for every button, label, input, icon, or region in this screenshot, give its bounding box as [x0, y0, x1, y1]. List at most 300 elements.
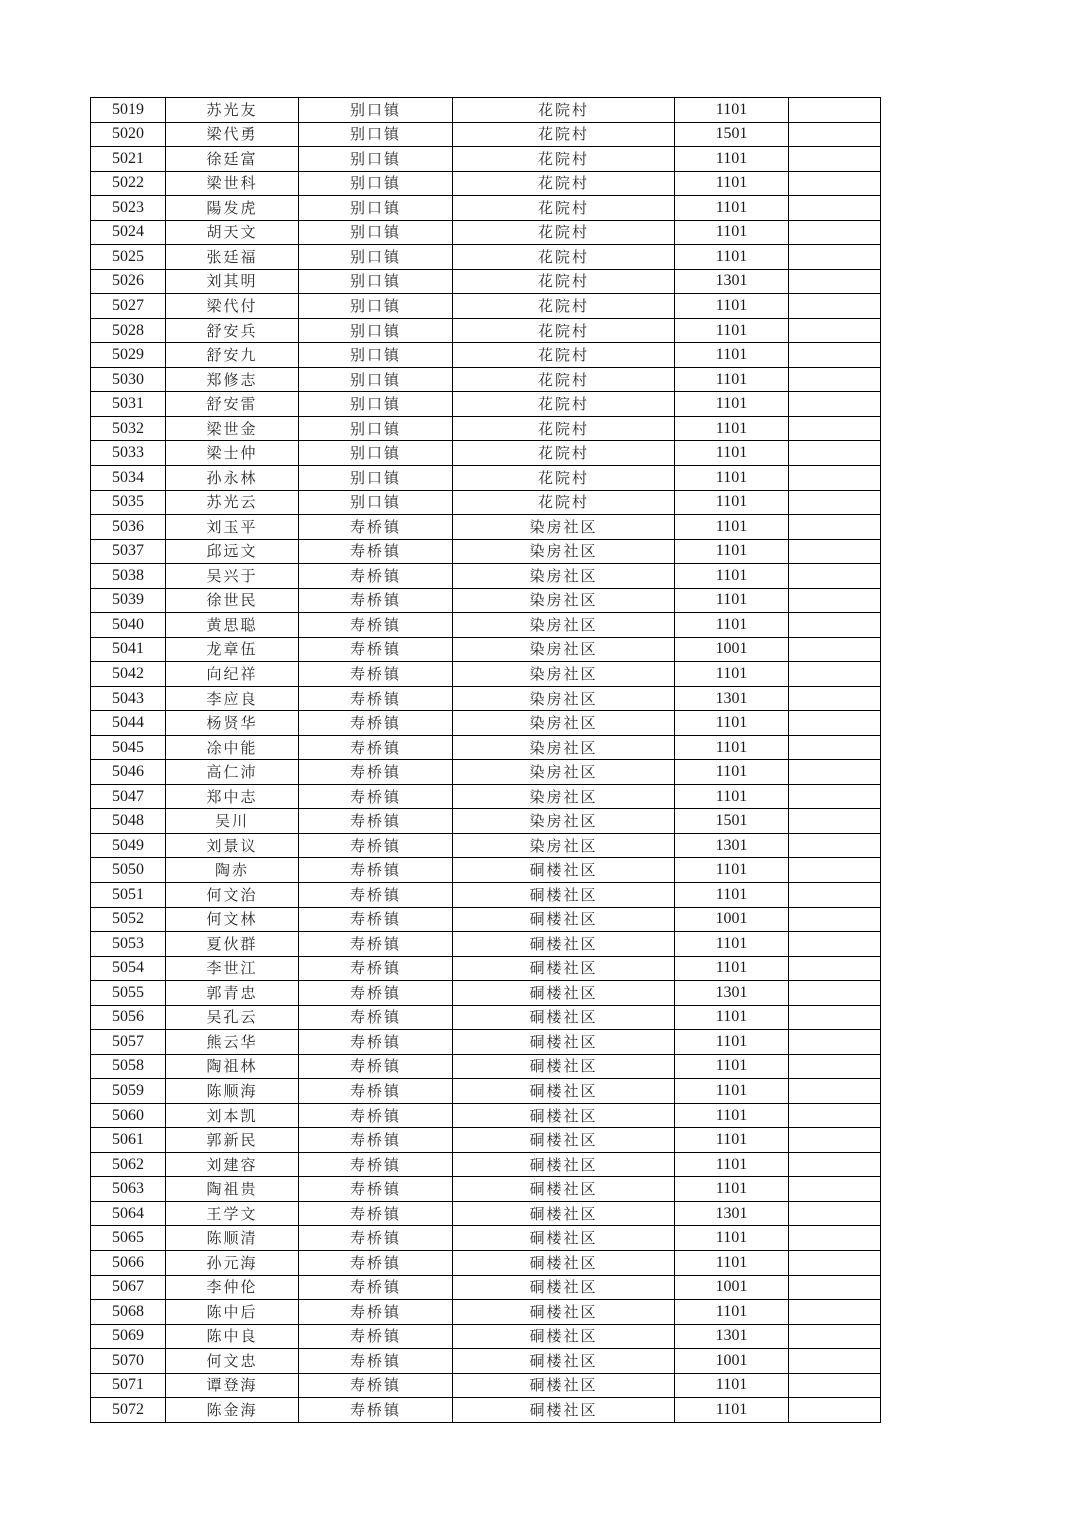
person-name: 李仲伦: [166, 1275, 299, 1300]
row-number: 5047: [91, 784, 166, 809]
village-name: 硐楼社区: [453, 1128, 675, 1153]
person-name: 徐廷富: [166, 147, 299, 172]
village-name: 硐楼社区: [453, 883, 675, 908]
category-code: 1101: [675, 1152, 789, 1177]
village-name: 花院村: [453, 343, 675, 368]
category-code: 1501: [675, 809, 789, 834]
table-row: [91, 367, 881, 392]
table-row: [91, 269, 881, 294]
row-number: 5051: [91, 883, 166, 908]
person-name: 夏伙群: [166, 932, 299, 957]
table-row: [91, 490, 881, 515]
town-name: 寿桥镇: [299, 1005, 453, 1030]
town-name: 寿桥镇: [299, 858, 453, 883]
note-cell: [789, 662, 881, 687]
row-number: 5061: [91, 1128, 166, 1153]
village-name: 染房社区: [453, 637, 675, 662]
person-name: 高仁沛: [166, 760, 299, 785]
person-name: 刘本凯: [166, 1103, 299, 1128]
row-number: 5046: [91, 760, 166, 785]
note-cell: [789, 269, 881, 294]
category-code: 1101: [675, 147, 789, 172]
category-code: 1001: [675, 1349, 789, 1374]
category-code: 1001: [675, 1275, 789, 1300]
category-code: 1101: [675, 956, 789, 981]
note-cell: [789, 490, 881, 515]
village-name: 染房社区: [453, 833, 675, 858]
person-name: 郭青忠: [166, 981, 299, 1006]
table-row: [91, 539, 881, 564]
person-name: 郑修志: [166, 367, 299, 392]
category-code: 1101: [675, 539, 789, 564]
note-cell: [789, 784, 881, 809]
category-code: 1101: [675, 171, 789, 196]
row-number: 5067: [91, 1275, 166, 1300]
table-row: [91, 1226, 881, 1251]
village-name: 染房社区: [453, 515, 675, 540]
table-row: [91, 1128, 881, 1153]
person-name: 杨贤华: [166, 711, 299, 736]
category-code: 1101: [675, 662, 789, 687]
note-cell: [789, 1005, 881, 1030]
note-cell: [789, 245, 881, 270]
table-row: [91, 147, 881, 172]
village-name: 染房社区: [453, 735, 675, 760]
table-row: [91, 171, 881, 196]
village-name: 硐楼社区: [453, 1030, 675, 1055]
town-name: 别口镇: [299, 416, 453, 441]
category-code: 1001: [675, 637, 789, 662]
town-name: 别口镇: [299, 441, 453, 466]
village-name: 花院村: [453, 196, 675, 221]
note-cell: [789, 1103, 881, 1128]
row-number: 5021: [91, 147, 166, 172]
town-name: 寿桥镇: [299, 1079, 453, 1104]
row-number: 5020: [91, 122, 166, 147]
village-name: 硐楼社区: [453, 1324, 675, 1349]
town-name: 别口镇: [299, 367, 453, 392]
note-cell: [789, 515, 881, 540]
note-cell: [789, 1201, 881, 1226]
note-cell: [789, 883, 881, 908]
table-row: [91, 858, 881, 883]
category-code: 1101: [675, 1005, 789, 1030]
table-row: [91, 883, 881, 908]
row-number: 5066: [91, 1250, 166, 1275]
note-cell: [789, 735, 881, 760]
town-name: 寿桥镇: [299, 686, 453, 711]
row-number: 5039: [91, 588, 166, 613]
category-code: 1101: [675, 416, 789, 441]
person-name: 李应良: [166, 686, 299, 711]
category-code: 1001: [675, 907, 789, 932]
table-row: [91, 833, 881, 858]
town-name: 别口镇: [299, 465, 453, 490]
village-name: 硐楼社区: [453, 1201, 675, 1226]
person-name: 梁世金: [166, 416, 299, 441]
village-name: 染房社区: [453, 760, 675, 785]
village-name: 硐楼社区: [453, 1250, 675, 1275]
person-name: 梁代勇: [166, 122, 299, 147]
person-name: 何文治: [166, 883, 299, 908]
category-code: 1301: [675, 981, 789, 1006]
table-row: [91, 245, 881, 270]
table-row: [91, 711, 881, 736]
table-row: [91, 981, 881, 1006]
row-number: 5053: [91, 932, 166, 957]
town-name: 寿桥镇: [299, 637, 453, 662]
town-name: 寿桥镇: [299, 883, 453, 908]
note-cell: [789, 171, 881, 196]
category-code: 1101: [675, 784, 789, 809]
town-name: 别口镇: [299, 245, 453, 270]
town-name: 寿桥镇: [299, 662, 453, 687]
village-name: 硐楼社区: [453, 1226, 675, 1251]
category-code: 1101: [675, 220, 789, 245]
village-name: 花院村: [453, 220, 675, 245]
person-name: 陈顺海: [166, 1079, 299, 1104]
town-name: 寿桥镇: [299, 907, 453, 932]
note-cell: [789, 1226, 881, 1251]
note-cell: [789, 686, 881, 711]
category-code: 1301: [675, 269, 789, 294]
table-row: [91, 686, 881, 711]
note-cell: [789, 932, 881, 957]
note-cell: [789, 465, 881, 490]
village-name: 花院村: [453, 98, 675, 123]
table-row: [91, 1005, 881, 1030]
table-row: [91, 1398, 881, 1423]
category-code: 1101: [675, 392, 789, 417]
person-name: 舒安雷: [166, 392, 299, 417]
village-name: 花院村: [453, 245, 675, 270]
category-code: 1101: [675, 1103, 789, 1128]
table-row: [91, 1103, 881, 1128]
person-name: 何文林: [166, 907, 299, 932]
category-code: 1301: [675, 1324, 789, 1349]
village-name: 硐楼社区: [453, 1349, 675, 1374]
category-code: 1101: [675, 465, 789, 490]
row-number: 5052: [91, 907, 166, 932]
town-name: 别口镇: [299, 171, 453, 196]
row-number: 5026: [91, 269, 166, 294]
category-code: 1101: [675, 1030, 789, 1055]
town-name: 寿桥镇: [299, 981, 453, 1006]
row-number: 5071: [91, 1373, 166, 1398]
note-cell: [789, 1349, 881, 1374]
town-name: 别口镇: [299, 490, 453, 515]
note-cell: [789, 220, 881, 245]
table-row: [91, 220, 881, 245]
note-cell: [789, 858, 881, 883]
table-row: [91, 1177, 881, 1202]
person-name: 苏光云: [166, 490, 299, 515]
person-name: 梁士仲: [166, 441, 299, 466]
person-name: 舒安兵: [166, 318, 299, 343]
table-row: [91, 907, 881, 932]
village-name: 花院村: [453, 465, 675, 490]
note-cell: [789, 147, 881, 172]
table-row: [91, 515, 881, 540]
note-cell: [789, 907, 881, 932]
village-name: 硐楼社区: [453, 1103, 675, 1128]
table-row: [91, 1079, 881, 1104]
town-name: 寿桥镇: [299, 735, 453, 760]
category-code: 1101: [675, 98, 789, 123]
category-code: 1101: [675, 490, 789, 515]
town-name: 寿桥镇: [299, 1398, 453, 1423]
note-cell: [789, 613, 881, 638]
category-code: 1101: [675, 588, 789, 613]
person-name: 陶祖林: [166, 1054, 299, 1079]
row-number: 5063: [91, 1177, 166, 1202]
person-name: 舒安九: [166, 343, 299, 368]
table-row: [91, 441, 881, 466]
category-code: 1101: [675, 1054, 789, 1079]
category-code: 1301: [675, 833, 789, 858]
table-row: [91, 1030, 881, 1055]
town-name: 寿桥镇: [299, 833, 453, 858]
town-name: 寿桥镇: [299, 1324, 453, 1349]
table-row: [91, 98, 881, 123]
person-name: 王学文: [166, 1201, 299, 1226]
row-number: 5038: [91, 564, 166, 589]
category-code: 1301: [675, 1201, 789, 1226]
table-row: [91, 343, 881, 368]
row-number: 5045: [91, 735, 166, 760]
row-number: 5025: [91, 245, 166, 270]
row-number: 5023: [91, 196, 166, 221]
category-code: 1101: [675, 1128, 789, 1153]
table-row: [91, 564, 881, 589]
person-name: 梁世科: [166, 171, 299, 196]
person-name: 龙章伍: [166, 637, 299, 662]
table-row: [91, 1152, 881, 1177]
person-name: 吴兴于: [166, 564, 299, 589]
village-name: 花院村: [453, 294, 675, 319]
person-name: 胡天文: [166, 220, 299, 245]
note-cell: [789, 1250, 881, 1275]
village-name: 硐楼社区: [453, 858, 675, 883]
category-code: 1101: [675, 883, 789, 908]
category-code: 1101: [675, 1300, 789, 1325]
table-row: [91, 613, 881, 638]
note-cell: [789, 392, 881, 417]
note-cell: [789, 564, 881, 589]
note-cell: [789, 833, 881, 858]
note-cell: [789, 956, 881, 981]
person-name: 郭新民: [166, 1128, 299, 1153]
roster-body: [91, 98, 881, 1423]
town-name: 寿桥镇: [299, 1250, 453, 1275]
village-name: 花院村: [453, 171, 675, 196]
village-name: 硐楼社区: [453, 1005, 675, 1030]
category-code: 1101: [675, 318, 789, 343]
village-name: 花院村: [453, 318, 675, 343]
note-cell: [789, 98, 881, 123]
village-name: 硐楼社区: [453, 1275, 675, 1300]
village-name: 染房社区: [453, 564, 675, 589]
row-number: 5029: [91, 343, 166, 368]
village-name: 花院村: [453, 441, 675, 466]
row-number: 5033: [91, 441, 166, 466]
table-row: [91, 294, 881, 319]
person-name: 何文忠: [166, 1349, 299, 1374]
town-name: 寿桥镇: [299, 1030, 453, 1055]
row-number: 5065: [91, 1226, 166, 1251]
village-name: 染房社区: [453, 686, 675, 711]
note-cell: [789, 588, 881, 613]
village-name: 染房社区: [453, 784, 675, 809]
person-name: 徐世民: [166, 588, 299, 613]
row-number: 5024: [91, 220, 166, 245]
village-name: 花院村: [453, 490, 675, 515]
town-name: 别口镇: [299, 294, 453, 319]
person-name: 谭登海: [166, 1373, 299, 1398]
note-cell: [789, 1275, 881, 1300]
town-name: 别口镇: [299, 122, 453, 147]
town-name: 寿桥镇: [299, 564, 453, 589]
row-number: 5064: [91, 1201, 166, 1226]
village-name: 硐楼社区: [453, 956, 675, 981]
village-name: 染房社区: [453, 539, 675, 564]
row-number: 5027: [91, 294, 166, 319]
table-row: [91, 122, 881, 147]
category-code: 1101: [675, 196, 789, 221]
note-cell: [789, 318, 881, 343]
town-name: 别口镇: [299, 147, 453, 172]
village-name: 染房社区: [453, 613, 675, 638]
note-cell: [789, 1128, 881, 1153]
person-name: 孙永林: [166, 465, 299, 490]
note-cell: [789, 294, 881, 319]
row-number: 5070: [91, 1349, 166, 1374]
table-row: [91, 416, 881, 441]
category-code: 1501: [675, 122, 789, 147]
note-cell: [789, 441, 881, 466]
note-cell: [789, 809, 881, 834]
town-name: 寿桥镇: [299, 1349, 453, 1374]
row-number: 5057: [91, 1030, 166, 1055]
table-row: [91, 735, 881, 760]
town-name: 寿桥镇: [299, 515, 453, 540]
category-code: 1101: [675, 1079, 789, 1104]
row-number: 5034: [91, 465, 166, 490]
row-number: 5069: [91, 1324, 166, 1349]
village-name: 硐楼社区: [453, 1398, 675, 1423]
town-name: 别口镇: [299, 343, 453, 368]
village-name: 硐楼社区: [453, 932, 675, 957]
table-row: [91, 1201, 881, 1226]
person-name: 陈金海: [166, 1398, 299, 1423]
category-code: 1101: [675, 564, 789, 589]
person-name: 陈中良: [166, 1324, 299, 1349]
town-name: 寿桥镇: [299, 1201, 453, 1226]
row-number: 5041: [91, 637, 166, 662]
category-code: 1101: [675, 760, 789, 785]
town-name: 别口镇: [299, 196, 453, 221]
category-code: 1101: [675, 735, 789, 760]
village-name: 硐楼社区: [453, 907, 675, 932]
table-row: [91, 956, 881, 981]
note-cell: [789, 1373, 881, 1398]
category-code: 1101: [675, 367, 789, 392]
category-code: 1101: [675, 932, 789, 957]
table-row: [91, 1054, 881, 1079]
person-name: 吴孔云: [166, 1005, 299, 1030]
row-number: 5032: [91, 416, 166, 441]
village-name: 硐楼社区: [453, 1079, 675, 1104]
person-name: 郑中志: [166, 784, 299, 809]
town-name: 寿桥镇: [299, 956, 453, 981]
table-row: [91, 588, 881, 613]
village-name: 花院村: [453, 416, 675, 441]
village-name: 硐楼社区: [453, 1152, 675, 1177]
village-name: 染房社区: [453, 711, 675, 736]
person-name: 黄思聪: [166, 613, 299, 638]
table-row: [91, 1349, 881, 1374]
table-row: [91, 465, 881, 490]
row-number: 5050: [91, 858, 166, 883]
row-number: 5058: [91, 1054, 166, 1079]
town-name: 寿桥镇: [299, 809, 453, 834]
table-row: [91, 760, 881, 785]
note-cell: [789, 637, 881, 662]
village-name: 花院村: [453, 367, 675, 392]
row-number: 5062: [91, 1152, 166, 1177]
note-cell: [789, 760, 881, 785]
table-row: [91, 932, 881, 957]
roster-table: [90, 97, 881, 1423]
category-code: 1101: [675, 1398, 789, 1423]
category-code: 1101: [675, 613, 789, 638]
row-number: 5030: [91, 367, 166, 392]
category-code: 1101: [675, 1226, 789, 1251]
note-cell: [789, 1324, 881, 1349]
town-name: 寿桥镇: [299, 1128, 453, 1153]
town-name: 寿桥镇: [299, 613, 453, 638]
person-name: 吴川: [166, 809, 299, 834]
town-name: 寿桥镇: [299, 932, 453, 957]
table-row: [91, 392, 881, 417]
town-name: 别口镇: [299, 269, 453, 294]
village-name: 花院村: [453, 392, 675, 417]
person-name: 凃中能: [166, 735, 299, 760]
category-code: 1101: [675, 1250, 789, 1275]
town-name: 别口镇: [299, 220, 453, 245]
person-name: 刘玉平: [166, 515, 299, 540]
row-number: 5060: [91, 1103, 166, 1128]
row-number: 5019: [91, 98, 166, 123]
town-name: 寿桥镇: [299, 711, 453, 736]
note-cell: [789, 122, 881, 147]
person-name: 熊云华: [166, 1030, 299, 1055]
village-name: 花院村: [453, 147, 675, 172]
category-code: 1301: [675, 686, 789, 711]
person-name: 陈中后: [166, 1300, 299, 1325]
table-row: [91, 662, 881, 687]
row-number: 5043: [91, 686, 166, 711]
person-name: 邱远文: [166, 539, 299, 564]
town-name: 别口镇: [299, 98, 453, 123]
category-code: 1101: [675, 1177, 789, 1202]
person-name: 陶赤: [166, 858, 299, 883]
category-code: 1101: [675, 515, 789, 540]
table-row: [91, 1275, 881, 1300]
person-name: 刘其明: [166, 269, 299, 294]
note-cell: [789, 981, 881, 1006]
person-name: 苏光友: [166, 98, 299, 123]
